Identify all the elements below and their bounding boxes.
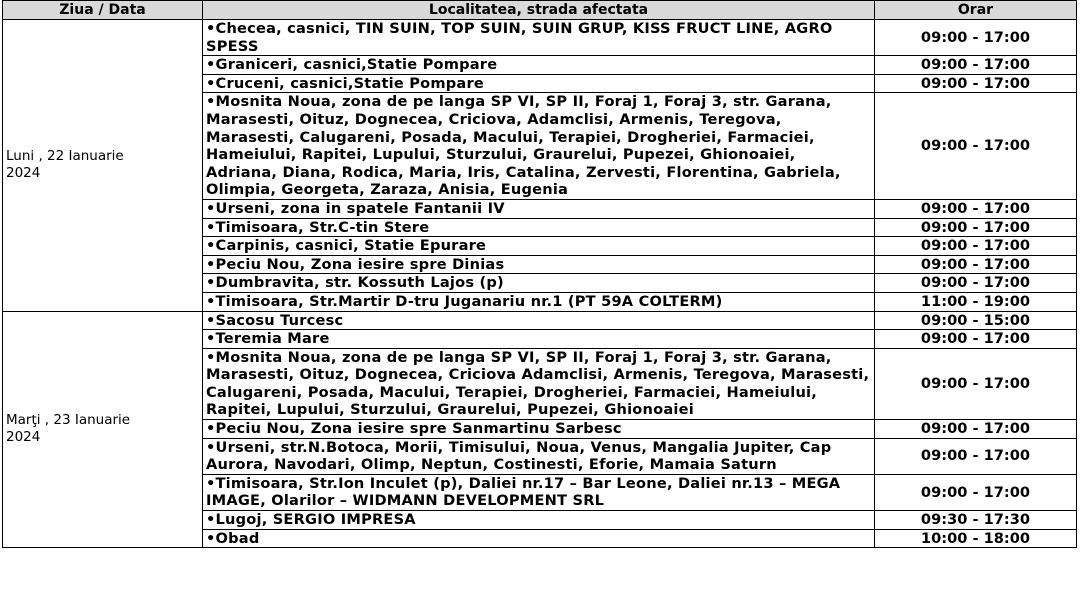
header-row [3,1,1077,20]
day-cell: Marţi , 23 Ianuarie 2024 [3,311,203,548]
schedule-cell: 09:00 - 17:00 [875,438,1077,474]
location-cell: •Urseni, str.N.Botoca, Morii, Timisului, Noua, Venus, Mangalia Jupiter, Cap Aurora, Navodari, Olimp, Neptun, Costinesti, Eforie, Mamaia Saturn [203,438,875,474]
location-cell: •Mosnita Noua, zona de pe langa SP VI, SP II, Foraj 1, Foraj 3, str. Garana, Marasesti, Oituz, Dognecea, Criciova Adamclisi, Armenis, Teregova, Marasesti, Calugareni, Posada, Macului, Terapiei, Drogheriei, Farmaciei, Hameiului, Rapitei, Lupului, Sturzului, Graurelui, Pupezei, Ghionoaiei [203,348,875,419]
schedule-cell: 09:00 - 17:00 [875,74,1077,93]
location-cell: •Peciu Nou, Zona iesire spre Sanmartinu Sarbesc [203,420,875,439]
schedule-cell: 09:00 - 17:00 [875,56,1077,75]
schedule-body [3,20,1077,548]
location-cell: •Urseni, zona in spatele Fantanii IV [203,199,875,218]
schedule-cell: 09:00 - 17:00 [875,199,1077,218]
location-cell: •Checea, casnici, TIN SUIN, TOP SUIN, SUIN GRUP, KISS FRUCT LINE, AGRO SPESS [203,20,875,56]
table-row [3,20,1077,56]
schedule-cell: 09:00 - 17:00 [875,237,1077,256]
location-cell: •Timisoara, Str.Ion Inculet (p), Daliei nr.17 – Bar Leone, Daliei nr.13 – MEGA IMAGE, Olarilor – WIDMANN DEVELOPMENT SRL [203,474,875,510]
schedule-cell: 11:00 - 19:00 [875,292,1077,311]
location-cell: •Lugoj, SERGIO IMPRESA [203,511,875,530]
table-row [3,311,1077,330]
location-cell: •Peciu Nou, Zona iesire spre Dinias [203,255,875,274]
day-cell: Luni , 22 Ianuarie 2024 [3,20,203,312]
location-cell: •Teremia Mare [203,330,875,349]
header-location: Localitatea, strada afectata [203,1,875,20]
schedule-cell: 10:00 - 18:00 [875,529,1077,548]
schedule-cell: 09:00 - 17:00 [875,348,1077,419]
header-schedule: Orar [875,1,1077,20]
schedule-cell: 09:00 - 15:00 [875,311,1077,330]
location-cell: •Timisoara, Str.C-tin Stere [203,218,875,237]
schedule-cell: 09:00 - 17:00 [875,255,1077,274]
schedule-cell: 09:00 - 17:00 [875,20,1077,56]
location-cell: •Timisoara, Str.Martir D-tru Juganariu nr.1 (PT 59A COLTERM) [203,292,875,311]
schedule-cell: 09:00 - 17:00 [875,218,1077,237]
location-cell: •Sacosu Turcesc [203,311,875,330]
location-cell: •Graniceri, casnici,Statie Pompare [203,56,875,75]
location-cell: •Mosnita Noua, zona de pe langa SP VI, SP II, Foraj 1, Foraj 3, str. Garana, Marasesti, Oituz, Dognecea, Criciova, Adamclisi, Armenis, Teregova, Marasesti, Calugareni, Posada, Macului, Terapiei, Drogheriei, Farmaciei, Hameiului, Rapitei, Lupului, Sturzului, Graurelui, Pupezei, Ghionoaiei, Adriana, Diana, Rodica, Maria, Iris, Catalina, Zervesti, Florentina, Gabriela, Olimpia, Georgeta, Zaraza, Anisia, Eugenia [203,93,875,200]
location-cell: •Cruceni, casnici,Statie Pompare [203,74,875,93]
location-cell: •Dumbravita, str. Kossuth Lajos (p) [203,274,875,293]
location-cell: •Obad [203,529,875,548]
schedule-cell: 09:30 - 17:30 [875,511,1077,530]
schedule-cell: 09:00 - 17:00 [875,474,1077,510]
header-day: Ziua / Data [3,1,203,20]
outage-schedule-table [2,0,1077,548]
schedule-cell: 09:00 - 17:00 [875,93,1077,200]
schedule-cell: 09:00 - 17:00 [875,330,1077,349]
schedule-cell: 09:00 - 17:00 [875,274,1077,293]
schedule-cell: 09:00 - 17:00 [875,420,1077,439]
location-cell: •Carpinis, casnici, Statie Epurare [203,237,875,256]
